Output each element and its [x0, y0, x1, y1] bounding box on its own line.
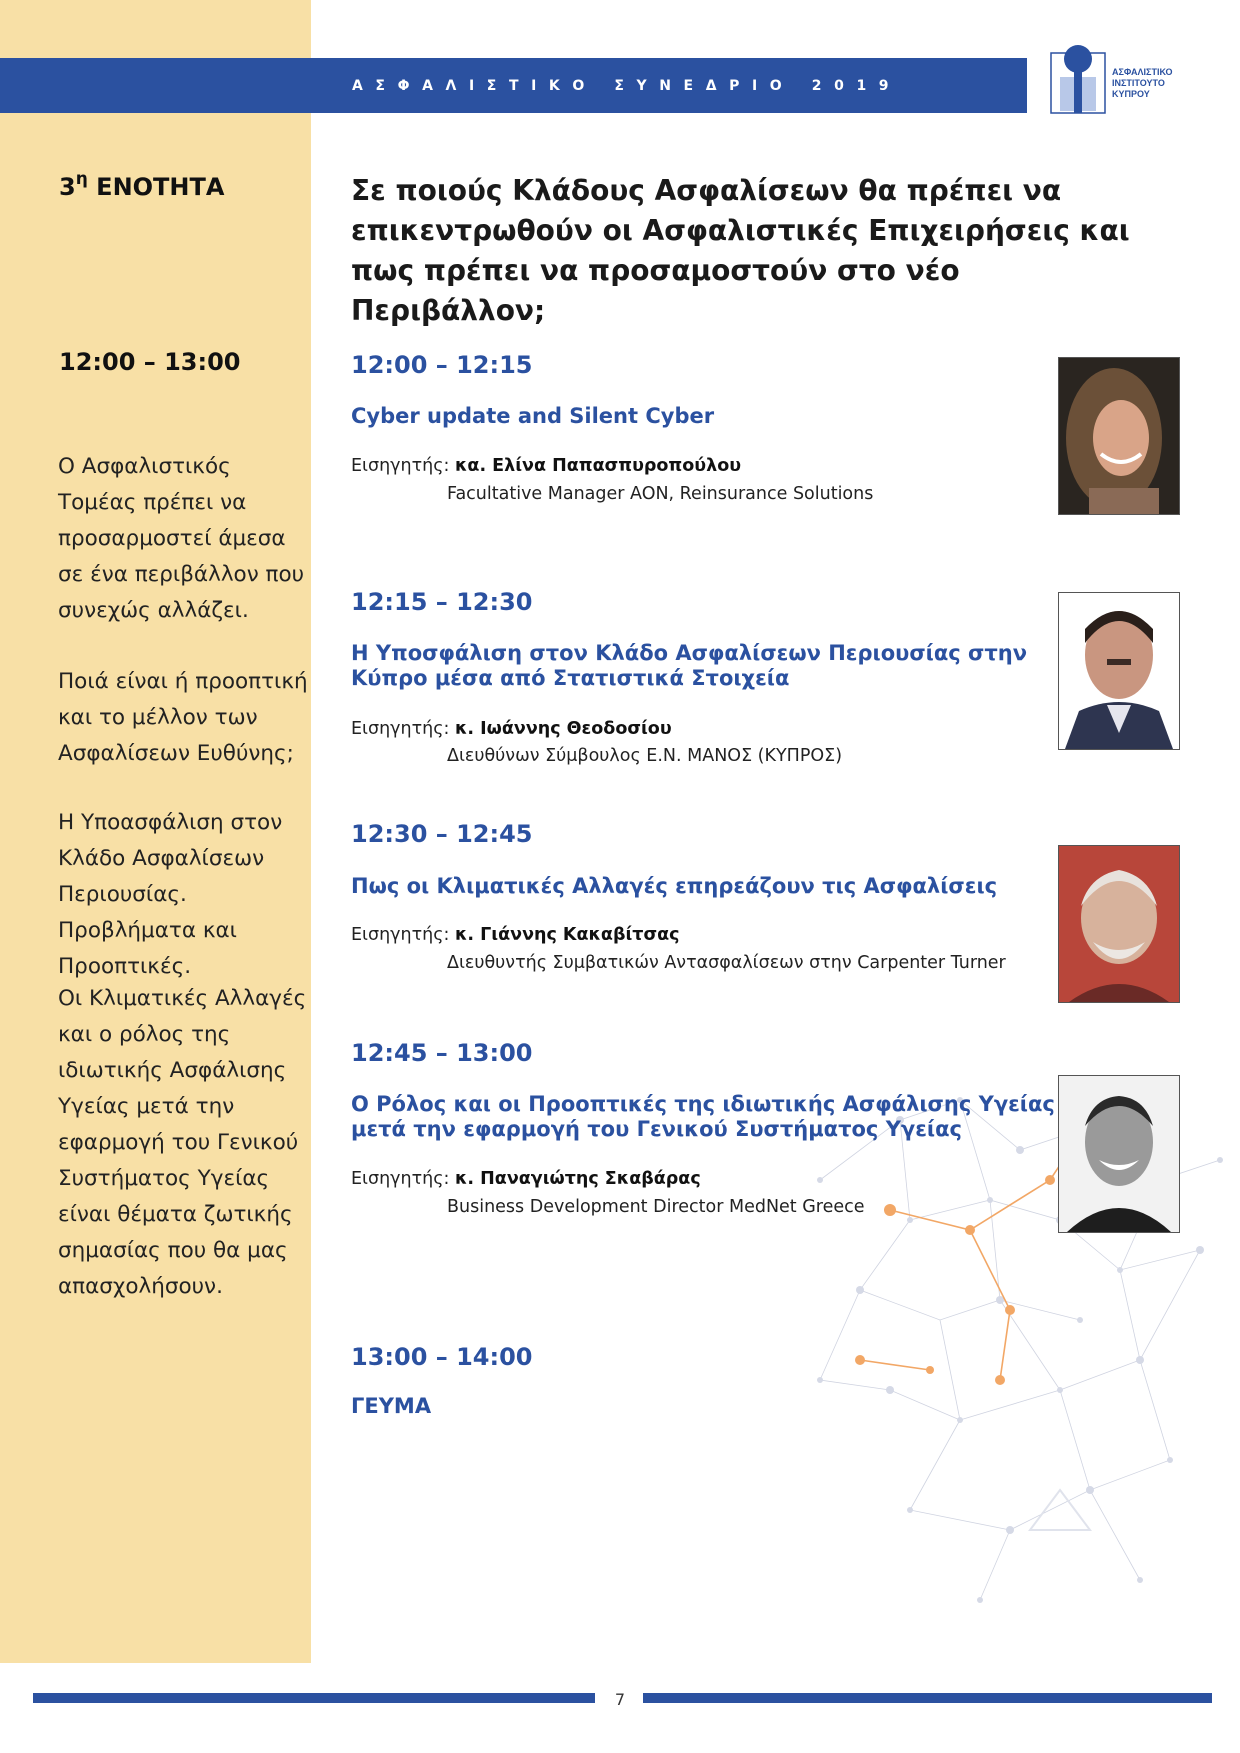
session-3-speaker-role: Διευθυντής Συμβατικών Αντασφαλίσεων στην Carpenter Turner [447, 953, 1006, 973]
institute-name [1112, 67, 1173, 100]
speaker-3-photo-icon [1058, 845, 1180, 1003]
section-suffix: η [75, 169, 88, 189]
session-1-title: Cyber update and Silent Cyber [351, 404, 715, 428]
session-3-time: 12:30 – 12:45 [351, 820, 533, 848]
lunch-label: ΓΕΥΜΑ [351, 1394, 432, 1418]
session-1-time: 12:00 – 12:15 [351, 351, 533, 379]
session-3-title: Πως οι Κλιματικές Αλλαγές επηρεάζουν τις Ασφαλίσεις [351, 874, 998, 898]
section-number: 3 [59, 173, 76, 201]
speaker-label: Εισηγητής: [351, 1169, 450, 1189]
sidebar-paragraph: Ο Ασφαλιστικός Τομέας πρέπει να προσαρμοστεί άμεσα σε ένα περιβάλλον που συνεχώς αλλάζει. [58, 454, 305, 623]
speaker-2-photo-icon [1058, 592, 1180, 750]
institute-logo-icon [1050, 43, 1106, 114]
speaker-name: κ. Γιάννης Κακαβίτσας [454, 925, 680, 945]
session-4-title: Ο Ρόλος και οι Προοπτικές της ιδιωτικής Ασφάλισης Υγείας μετά την εφαρμογή του Γενικού Συστήματος Υγείας [351, 1092, 1055, 1141]
session-3-speaker [351, 925, 680, 945]
session-2-speaker-role: Διευθύνων Σύμβουλος Ε.Ν. ΜΑΝΟΣ (ΚΥΠΡΟΣ) [447, 746, 843, 766]
sidebar-paragraph: Η Υποασφάλιση στον Κλάδο Ασφαλίσεων Περιουσίας. Προβλήματα και Προοπτικές. [58, 810, 283, 979]
session-4-speaker-role: Business Development Director MedNet Greece [447, 1197, 865, 1217]
speaker-label: Εισηγητής: [351, 925, 450, 945]
session-1-speaker-role: Facultative Manager AON, Reinsurance Solutions [447, 484, 874, 504]
logo-line-2: ΙΝΣΤΙΤΟΥΤΟ [1112, 78, 1165, 88]
logo-line-3: ΚΥΠΡΟΥ [1112, 89, 1150, 99]
footer-line-left [33, 1693, 595, 1703]
session-4-time: 12:45 – 13:00 [351, 1039, 533, 1067]
session-4-speaker [351, 1169, 701, 1189]
speaker-label: Εισηγητής: [351, 456, 450, 476]
speaker-name: κα. Ελίνα Παπασπυροπούλου [454, 456, 742, 476]
sidebar-paragraph: Ποιά είναι ή προοπτική και το μέλλον των Ασφαλίσεων Ευθύνης; [58, 669, 308, 766]
sidebar-paragraph: Οι Κλιματικές Αλλαγές και ο ρόλος της ιδιωτικής Ασφάλισης Υγείας μετά την εφαρμογή του Γενικού Συστήματος Υγείας είναι θέματα ζωτικής σημασίας που θα μας απασχολήσουν. [58, 986, 307, 1299]
speaker-label: Εισηγητής: [351, 719, 450, 739]
session-1-speaker [351, 456, 741, 476]
speaker-name: κ. Παναγιώτης Σκαβάρας [454, 1169, 701, 1189]
speaker-4-photo-icon [1058, 1075, 1180, 1233]
session-2-speaker [351, 719, 672, 739]
footer-line-right [643, 1693, 1212, 1703]
section-word: ΕΝΟΤΗΤΑ [96, 173, 225, 201]
section-headline: Σε ποιούς Κλάδους Ασφαλίσεων θα πρέπει να επικεντρωθούν οι Ασφαλιστικές Επιχειρήσεις και πως πρέπει να προσαμοστούν στο νέο Περιβάλλον; [351, 174, 1130, 327]
speaker-name: κ. Ιωάννης Θεοδοσίου [454, 719, 672, 739]
session-2-time: 12:15 – 12:30 [351, 588, 533, 616]
section-label [59, 171, 224, 201]
lunch-time: 13:00 – 14:00 [351, 1343, 533, 1371]
page-number: 7 [614, 1690, 626, 1709]
block-time-range: 12:00 – 13:00 [59, 348, 241, 376]
session-2-title: Η Υποσφάλιση στον Κλάδο Ασφαλίσεων Περιουσίας στην Κύπρο μέσα από Στατιστικά Στοιχεία [351, 641, 1028, 690]
speaker-1-photo-icon [1058, 357, 1180, 515]
banner-text: ΑΣΦΑΛΙΣΤΙΚΟ ΣΥΝΕΔΡΙΟ 2019 [352, 78, 902, 94]
logo-line-1: ΑΣΦΑΛΙΣΤΙΚΟ [1112, 67, 1173, 77]
